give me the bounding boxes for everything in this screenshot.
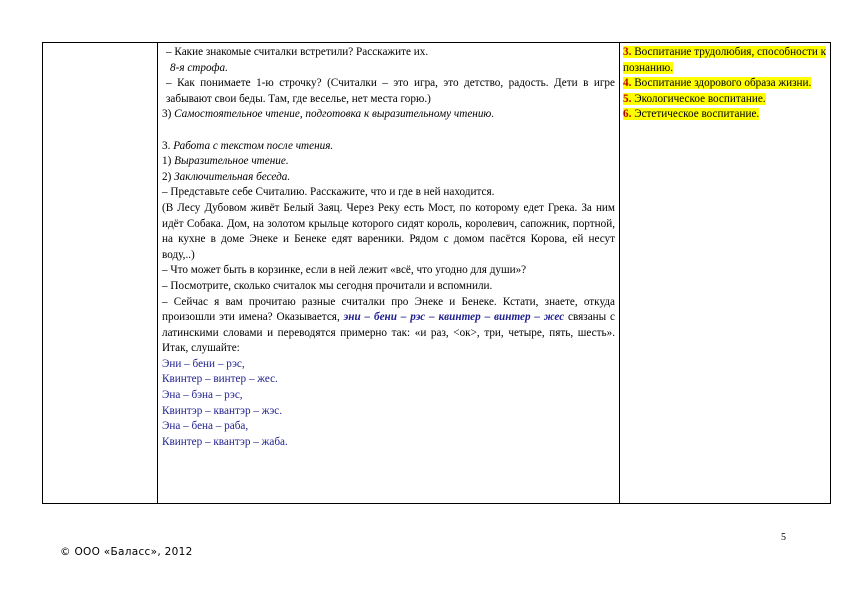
- verse-line: Эна – бена – раба,: [162, 420, 249, 433]
- step-independent-reading: 3) Самостоятельное чтение, подготовка к выразительному чтению.: [162, 108, 495, 121]
- answer-schitaliya: (В Лесу Дубовом живёт Белый Заяц. Через Реку есть Мост, по которому едет Грека. За ним идёт Собака. Дом, на золотом крыльце которого сидят король, королевич, сапожник, портной, на кухне в доме Энеке и Бенеке едят вареники. Рядом с домом пасётся Корова, ей несут воду,..): [162, 201, 615, 261]
- content-column: [158, 43, 620, 503]
- stage-column: [43, 43, 158, 503]
- step-expressive-reading: 1) Выразительное чтение.: [162, 155, 289, 168]
- stanza-label: 8-я строфа.: [170, 61, 228, 74]
- lesson-table: [42, 42, 831, 504]
- copyright-footer: © ООО «Баласс», 2012: [60, 546, 193, 558]
- goals-column: [620, 43, 830, 503]
- names-origin-paragraph: – Сейчас я вам прочитаю разные считалки про Энеке и Бенеке. Кстати, знаете, откуда произошли эти имена? Оказывается, эни – бени – рэс – квинтер – винтер – жес связаны с латинскими словами и переводятся примерно так: «и раз, <ок>, три, четыре, пять, шесть». Итак, слушайте:: [162, 295, 616, 355]
- question-basket: – Что может быть в корзинке, если в ней лежит «всё, что угодно для души»?: [162, 264, 527, 277]
- section-after-reading: 3. Работа с текстом после чтения.: [162, 139, 334, 152]
- verse-line: Квинтэр – квантэр – жэс.: [162, 404, 283, 417]
- goal-item: 5. Экологическое воспитание.: [623, 92, 766, 105]
- latin-names: эни – бени – рэс – квинтер – винтер – жес: [343, 311, 565, 324]
- question-count: – Посмотрите, сколько считалок мы сегодня прочитали и вспомнили.: [162, 279, 493, 292]
- goal-item: 3. Воспитание трудолюбия, способности к познанию.: [623, 46, 827, 74]
- step-final-talk: 2) Заключительная беседа.: [162, 170, 291, 183]
- verse-line: Эна – бэна – рэс,: [162, 389, 243, 402]
- goal-item: 4. Воспитание здорового образа жизни.: [623, 77, 812, 90]
- page-number: 5: [781, 532, 786, 543]
- verse-line: Квинтер – квантэр – жаба.: [162, 435, 288, 448]
- verse-line: Квинтер – винтер – жес.: [162, 373, 278, 386]
- question-counting-rhymes: – Какие знакомые считалки встретили? Расскажите их.: [166, 46, 429, 58]
- question-schitaliya: – Представьте себе Считалию. Расскажите, что и где в ней находится.: [162, 186, 495, 199]
- goal-item: 6. Эстетическое воспитание.: [623, 108, 760, 121]
- verse-line: Эни – бени – рэс,: [162, 357, 245, 370]
- question-first-line: – Как понимаете 1-ю строчку? (Считалки – это игра, это детство, радость. Дети в игре забывают свои беды. Там, где веселье, нет места горю.): [166, 77, 615, 105]
